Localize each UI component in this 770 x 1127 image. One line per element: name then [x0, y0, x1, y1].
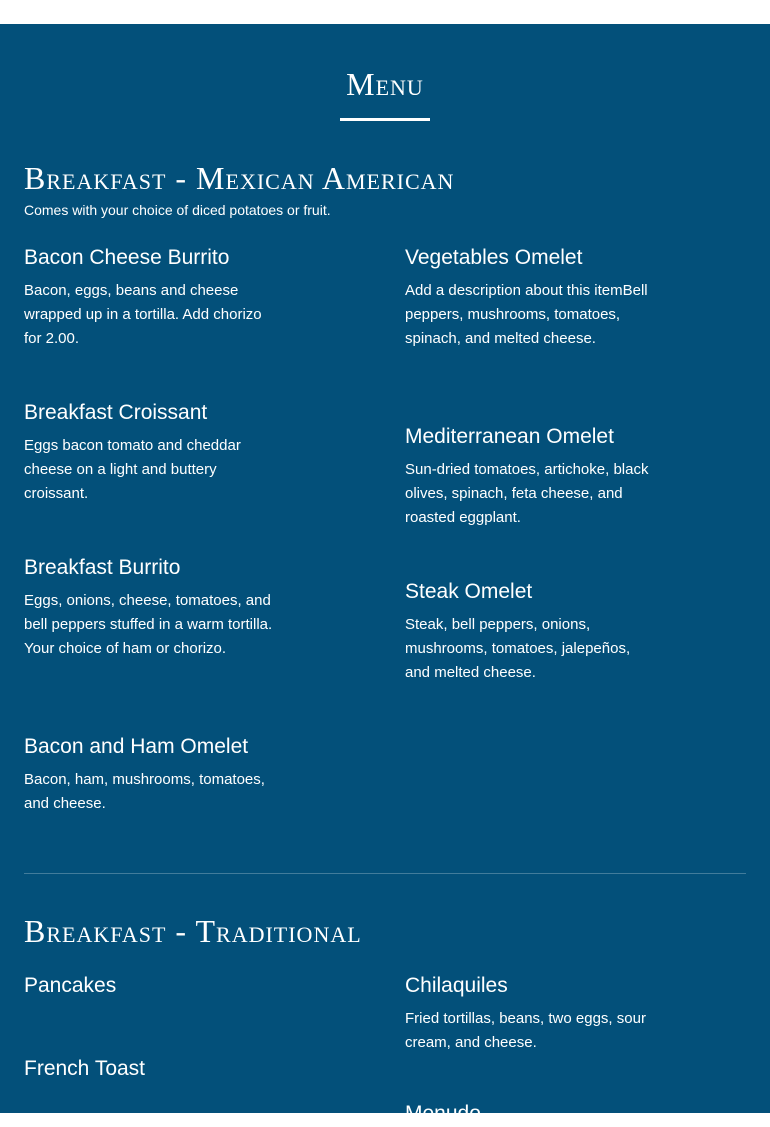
top-header-strip — [0, 0, 770, 24]
item-name: Menudo — [405, 1102, 481, 1125]
item-name: Chilaquiles — [405, 974, 508, 997]
item-description: Add a description about this itemBell peppers, mushrooms, tomatoes, spinach, and melted cheese. — [405, 282, 648, 347]
item-name: Breakfast Burrito — [24, 556, 181, 579]
menu-item-steak-omelet — [405, 579, 655, 685]
item-description: Bacon, eggs, beans and cheese wrapped up in a tortilla. Add chorizo for 2.00. — [24, 282, 262, 347]
menu-item-french-toast — [24, 1056, 274, 1082]
menu-item-vegetables-omelet — [405, 245, 655, 351]
section-title-traditional: Breakfast - Traditional — [24, 913, 362, 949]
menu-title: Menu — [346, 66, 424, 102]
section-title-mexican-american: Breakfast - Mexican American — [24, 160, 455, 196]
item-name: Breakfast Croissant — [24, 401, 208, 424]
menu-title-underline — [340, 118, 430, 121]
menu-item-mediterranean-omelet — [405, 424, 655, 530]
section-divider — [24, 873, 746, 874]
menu-item-breakfast-burrito — [24, 555, 274, 661]
menu-item-pancakes — [24, 973, 274, 999]
menu-item-chilaquiles — [405, 973, 655, 1055]
menu-item-bacon-cheese-burrito — [24, 245, 274, 351]
menu-item-breakfast-croissant — [24, 400, 274, 506]
item-description: Steak, bell peppers, onions, mushrooms, tomatoes, jalepeños, and melted cheese. — [405, 616, 631, 681]
item-name: Bacon Cheese Burrito — [24, 246, 230, 269]
menu-item-menudo — [405, 1101, 655, 1127]
item-description: Sun-dried tomatoes, artichoke, black olives, spinach, feta cheese, and roasted eggplant. — [405, 461, 649, 526]
menu-section — [0, 24, 770, 1125]
item-name: French Toast — [24, 1057, 146, 1080]
item-name: Pancakes — [24, 974, 117, 997]
item-name: Bacon and Ham Omelet — [24, 735, 249, 758]
item-name: Vegetables Omelet — [405, 246, 583, 269]
menu-item-bacon-and-ham-omelet — [24, 734, 274, 816]
section-note: Comes with your choice of diced potatoes or fruit. — [24, 202, 331, 218]
item-description: Eggs bacon tomato and cheddar cheese on a light and buttery croissant. — [24, 437, 241, 502]
item-name: Mediterranean Omelet — [405, 425, 614, 448]
item-description: Bacon, ham, mushrooms, tomatoes, and cheese. — [24, 771, 265, 812]
item-description: Eggs, onions, cheese, tomatoes, and bell peppers stuffed in a warm tortilla. Your choice of ham or chorizo. — [24, 592, 273, 657]
item-description: Fried tortillas, beans, two eggs, sour cream, and cheese. — [405, 1010, 646, 1051]
item-name: Steak Omelet — [405, 580, 533, 603]
